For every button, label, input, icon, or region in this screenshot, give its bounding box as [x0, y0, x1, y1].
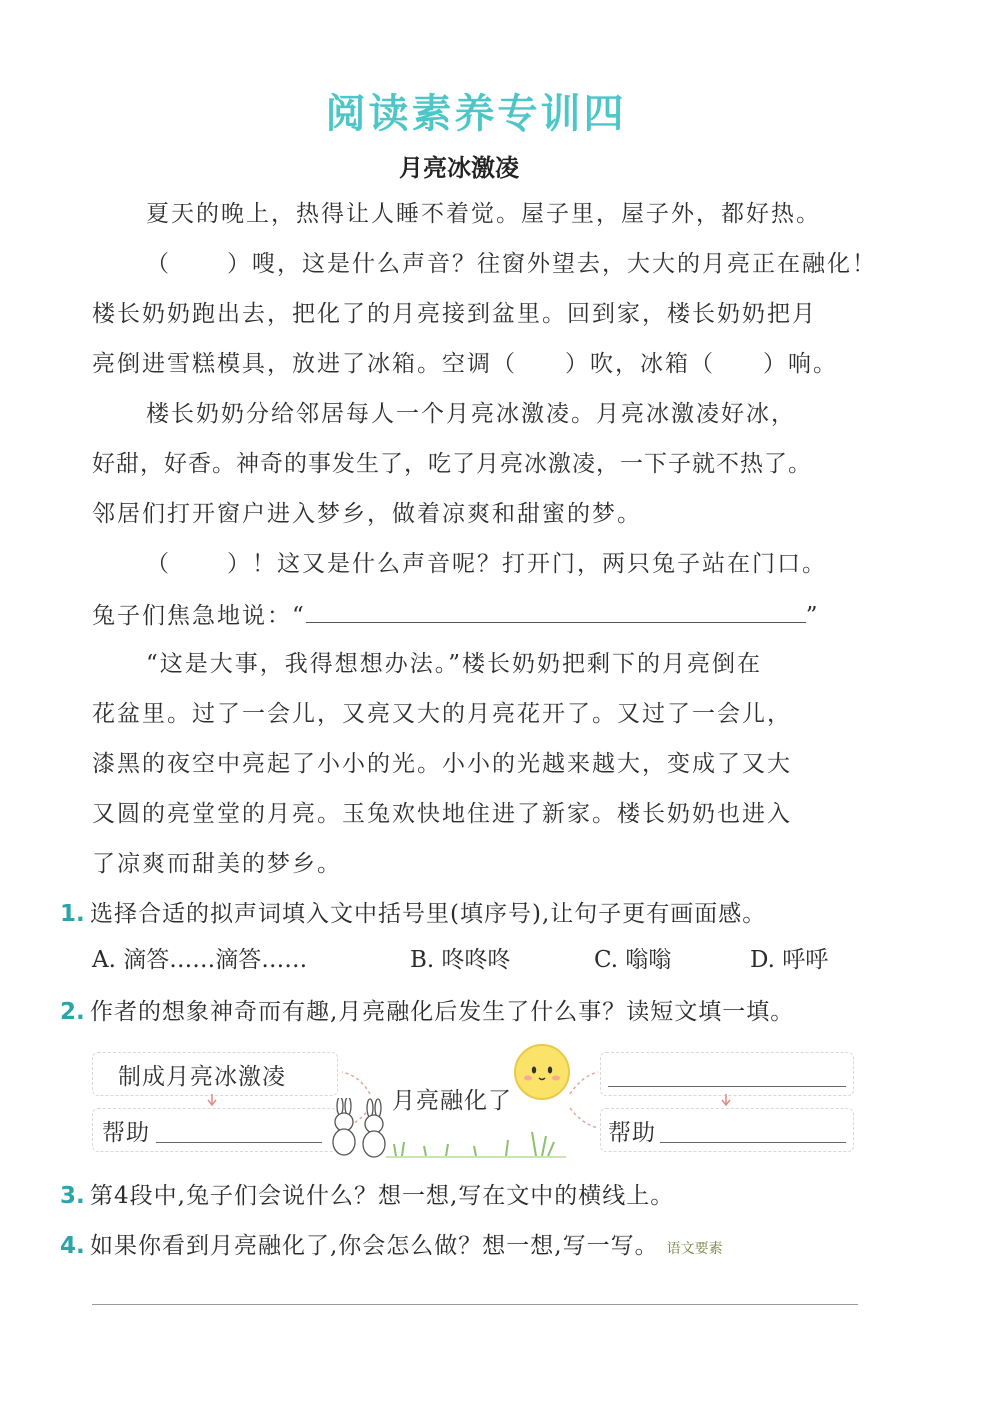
story-line: 花盆里。过了一会儿，又亮又大的月亮花开了。又过了一会儿， — [92, 701, 792, 727]
option-b[interactable]: B. 咚咚咚 — [410, 947, 511, 973]
question-text: 第4段中,兔子们会说什么？想一想,写在文中的横线上。 — [90, 1183, 675, 1209]
moon-face-icon — [512, 1042, 572, 1102]
question-number: 2. — [60, 999, 85, 1025]
story-line-text: 嗖，这是什么声音？往窗外望去，大大的月亮正在融化！ — [252, 251, 877, 277]
down-arrow-icon — [718, 1094, 734, 1108]
paren-open: （ — [492, 351, 517, 377]
story-line-text: 响。 — [788, 351, 838, 377]
story-line: 邻居们打开窗户进入梦乡，做着凉爽和甜蜜的梦。 — [92, 501, 642, 527]
option-d[interactable]: D. 呼呼 — [750, 947, 829, 973]
story-line-text: 兔子们焦急地说： — [92, 603, 292, 629]
quote-close: ” — [805, 603, 820, 629]
story-line — [92, 348, 838, 380]
option-a[interactable]: A. 滴答……滴答…… — [92, 947, 308, 973]
question-text — [90, 1230, 723, 1265]
question-4-text: 如果你看到月亮融化了,你会怎么做？想一想,写一写。 — [90, 1233, 659, 1259]
paren-close: ） — [227, 251, 252, 277]
center-text: 月亮融化了 — [392, 1088, 512, 1114]
right-bottom-blank[interactable] — [660, 1142, 846, 1143]
paren-close: ） — [227, 551, 252, 577]
skill-tag: 语文要素 — [666, 1241, 723, 1257]
question-text: 作者的想象神奇而有趣,月亮融化后发生了什么事？读短文填一填。 — [90, 999, 795, 1025]
question-number: 1. — [60, 901, 85, 927]
story-line: 好甜，好香。神奇的事发生了，吃了月亮冰激凌，一下子就不热了。 — [92, 451, 812, 477]
story-line: 漆黑的夜空中亮起了小小的光。小小的光越来越大，变成了又大 — [92, 751, 792, 777]
story-line: 楼长奶奶分给邻居每人一个月亮冰激凌。月亮冰激凌好冰， — [146, 401, 796, 427]
question-text: 选择合适的拟声词填入文中括号里(填序号),让句子更有画面感。 — [90, 901, 767, 927]
story-line — [146, 248, 877, 280]
story-line: “这是大事，我得想想办法。”楼长奶奶把剩下的月亮倒在 — [146, 651, 763, 677]
down-arrow-icon — [204, 1094, 220, 1108]
story-line — [92, 598, 820, 632]
quote-open: “ — [292, 603, 306, 629]
story-line: 了凉爽而甜美的梦乡。 — [92, 851, 342, 877]
story-line-text: ！这又是什么声音呢？打开门，两只兔子站在门口。 — [252, 551, 827, 577]
question-number: 4. — [60, 1233, 85, 1259]
paren-close: ） — [763, 351, 788, 377]
right-top-blank[interactable] — [608, 1086, 846, 1087]
story-line: 又圆的亮堂堂的月亮。玉兔欢快地住进了新家。楼长奶奶也进入 — [92, 801, 792, 827]
option-c[interactable]: C. 嗡嗡 — [594, 947, 672, 973]
paren-open: （ — [146, 251, 171, 277]
right-bottom-text: 帮助 — [608, 1120, 656, 1146]
story-line-text: 亮倒进雪糕模具，放进了冰箱。空调 — [92, 351, 492, 377]
question-number: 3. — [60, 1183, 85, 1209]
box-right-top — [600, 1052, 854, 1096]
rabbit-speech-blank[interactable] — [306, 598, 806, 623]
answer-line[interactable] — [92, 1304, 858, 1305]
grass-icon — [386, 1126, 566, 1158]
page-title: 阅读素养专训四 — [325, 91, 627, 137]
left-top-text: 制成月亮冰激凌 — [118, 1064, 286, 1090]
story-line: 楼长奶奶跑出去，把化了的月亮接到盆里。回到家，楼长奶奶把月 — [92, 301, 817, 327]
paren-close: ） — [565, 351, 590, 377]
story-line-text: 吹，冰箱 — [590, 351, 690, 377]
story-line: 夏天的晚上，热得让人睡不着觉。屋子里，屋子外，都好热。 — [146, 201, 821, 227]
left-bottom-blank[interactable] — [156, 1142, 322, 1143]
left-bottom-text: 帮助 — [102, 1120, 150, 1146]
story-line — [146, 548, 827, 580]
paren-open: （ — [690, 351, 715, 377]
paren-open: （ — [146, 551, 171, 577]
story-title: 月亮冰激凌 — [399, 154, 519, 182]
